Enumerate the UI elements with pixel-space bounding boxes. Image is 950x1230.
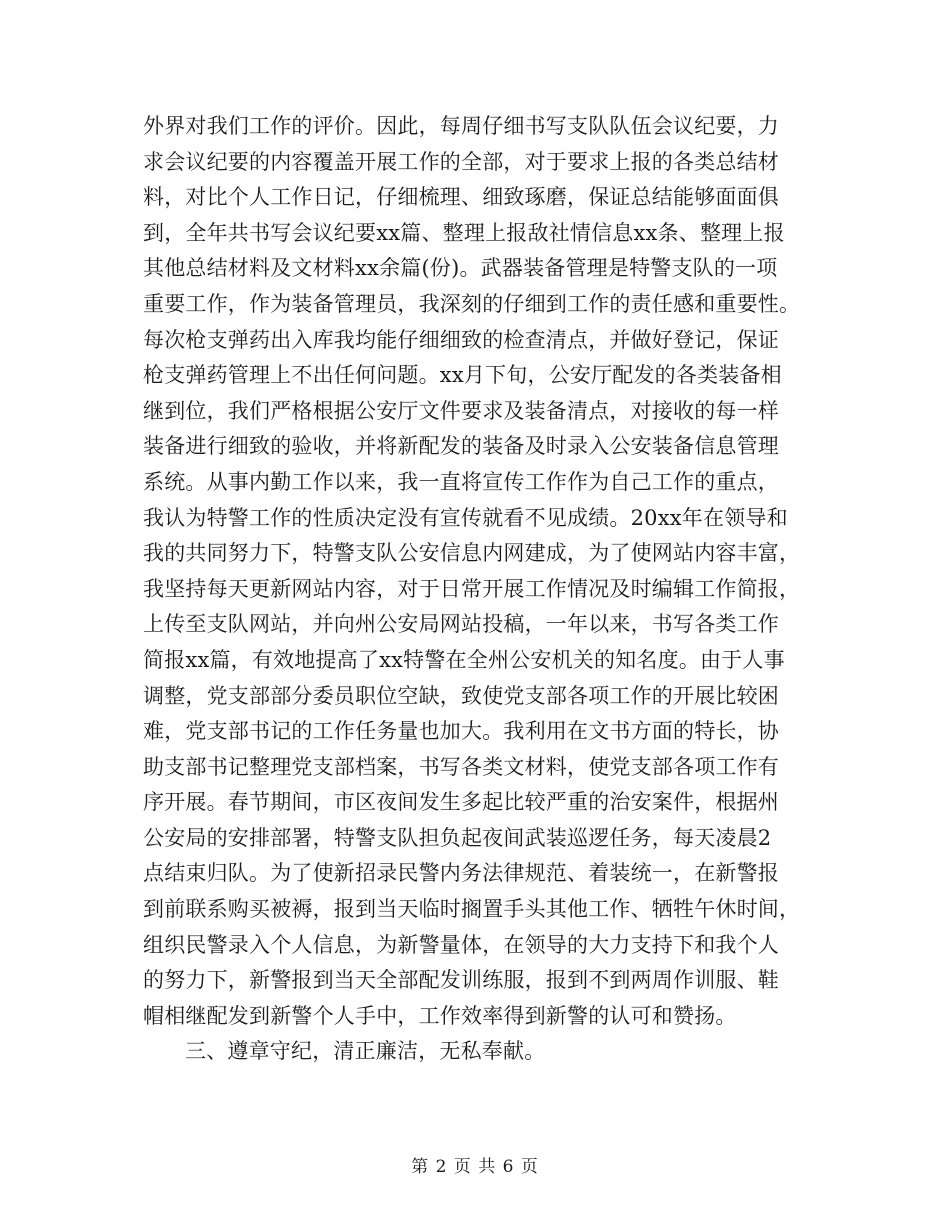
text-line: 助支部书记整理党支部档案，书写各类文材料，使党支部各项工作有 bbox=[143, 754, 779, 779]
text-line: 帽相继配发到新警个人手中，工作效率得到新警的认可和赞扬。 bbox=[143, 1003, 737, 1028]
text-line: 难，党支部书记的工作任务量也加大。我利用在文书方面的特长，协 bbox=[143, 719, 779, 744]
text-line: 点结束归队。为了使新招录民警内务法律规范、着装统一，在新警报 bbox=[143, 861, 779, 886]
text-line: 到，全年共书写会议纪要xx篇、整理上报敌社情信息xx条、整理上报 bbox=[143, 220, 785, 245]
text-line: 继到位，我们严格根据公安厅文件要求及装备清点，对接收的每一样 bbox=[143, 398, 779, 423]
text-line: 料，对比个人工作日记，仔细梳理、细致琢磨，保证总结能够面面俱 bbox=[143, 185, 779, 210]
text-line: 装备进行细致的验收，并将新配发的装备及时录入公安装备信息管理 bbox=[143, 434, 779, 459]
body-text bbox=[143, 109, 813, 1070]
text-line: 组织民警录入个人信息，为新警量体，在领导的大力支持下和我个人 bbox=[143, 932, 779, 957]
page-footer: 第 2 页 共 6 页 bbox=[411, 1157, 539, 1177]
text-line: 我的共同努力下，特警支队公安信息内网建成，为了使网站内容丰富， bbox=[143, 541, 801, 566]
text-line: 其他总结材料及文材料xx余篇(份)。武器装备管理是特警支队的一项 bbox=[143, 256, 778, 281]
text-line: 上传至支队网站，并向州公安局网站投稿，一年以来，书写各类工作 bbox=[143, 612, 779, 637]
text-line: 公安局的安排部署，特警支队担负起夜间武装巡逻任务，每天凌晨2 bbox=[143, 825, 772, 850]
text-line: 重要工作，作为装备管理员，我深刻的仔细到工作的责任感和重要性。 bbox=[143, 291, 801, 316]
text-line: 我认为特警工作的性质决定没有宣传就看不见成绩。20xx年在领导和 bbox=[143, 505, 788, 530]
text-line: 的努力下，新警报到当天全部配发训练服，报到不到两周作训服、鞋 bbox=[143, 968, 779, 993]
text-line: 调整，党支部部分委员职位空缺，致使党支部各项工作的开展比较困 bbox=[143, 683, 779, 708]
text-line: 每次枪支弹药出入库我均能仔细细致的检查清点，并做好登记，保证 bbox=[143, 327, 779, 352]
text-line: 序开展。春节期间，市区夜间发生多起比较严重的治安案件，根据州 bbox=[143, 790, 779, 815]
text-line: 系统。从事内勤工作以来，我一直将宣传工作作为自己工作的重点， bbox=[143, 469, 779, 494]
text-line: 求会议纪要的内容覆盖开展工作的全部，对于要求上报的各类总结材 bbox=[143, 149, 779, 174]
text-line: 枪支弹药管理上不出任何问题。xx月下旬，公安厅配发的各类装备相 bbox=[143, 363, 782, 388]
text-line: 简报xx篇，有效地提高了xx特警在全州公安机关的知名度。由于人事 bbox=[143, 647, 785, 672]
text-line: 到前联系购买被褥，报到当天临时搁置手头其他工作、牺牲午休时间， bbox=[143, 897, 801, 922]
text-line: 外界对我们工作的评价。因此，每周仔细书写支队队伍会议纪要，力 bbox=[143, 114, 779, 138]
text-line: 我坚持每天更新网站内容，对于日常开展工作情况及时编辑工作简报， bbox=[143, 576, 801, 601]
section-heading: 三、遵章守纪，清正廉洁，无私奉献。 bbox=[185, 1039, 546, 1064]
